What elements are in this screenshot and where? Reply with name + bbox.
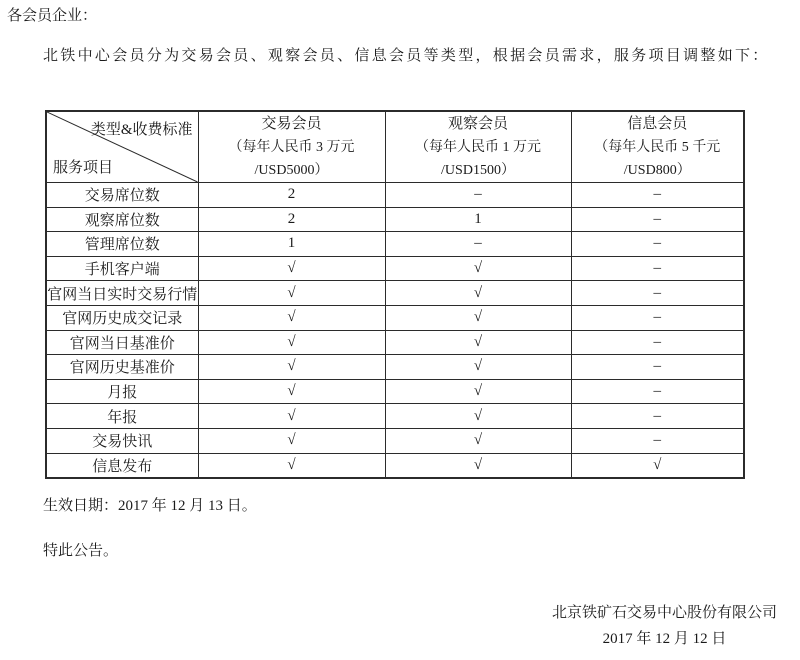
value-cell: √ xyxy=(198,428,385,453)
effective-date-line: 生效日期：2017 年 12 月 13 日。 xyxy=(43,498,257,514)
service-name-cell: 交易席位数 xyxy=(46,183,198,208)
column-header-observer-member xyxy=(385,111,571,183)
table-row xyxy=(46,355,744,380)
value-cell: – xyxy=(571,207,744,232)
value-cell: – xyxy=(571,281,744,306)
signature-block xyxy=(552,605,777,648)
member-fee-cny: （每年人民币 5 千元 xyxy=(594,139,721,155)
table-row xyxy=(46,453,744,478)
value-cell: √ xyxy=(385,355,571,380)
service-name-cell: 官网历史成交记录 xyxy=(46,305,198,330)
value-cell: – xyxy=(571,355,744,380)
value-cell: – xyxy=(571,404,744,429)
table-row xyxy=(46,232,744,257)
value-cell: √ xyxy=(198,256,385,281)
value-cell: √ xyxy=(198,281,385,306)
value-cell: √ xyxy=(385,404,571,429)
membership-service-table xyxy=(45,110,745,479)
table-row xyxy=(46,379,744,404)
value-cell: √ xyxy=(198,355,385,380)
member-fee-cny: （每年人民币 1 万元 xyxy=(415,139,541,155)
member-fee-usd: /USD5000） xyxy=(254,162,329,178)
value-cell: √ xyxy=(571,453,744,478)
value-cell: 2 xyxy=(198,183,385,208)
member-type-name: 交易会员 xyxy=(261,115,322,132)
value-cell: √ xyxy=(385,305,571,330)
column-header-trading-member xyxy=(198,111,385,183)
value-cell: – xyxy=(385,183,571,208)
member-type-name: 观察会员 xyxy=(447,115,508,132)
value-cell: √ xyxy=(198,379,385,404)
closing-line: 特此公告。 xyxy=(43,543,119,559)
table-row xyxy=(46,428,744,453)
member-type-name: 信息会员 xyxy=(627,115,688,132)
value-cell: √ xyxy=(385,281,571,306)
value-cell: √ xyxy=(385,379,571,404)
service-name-cell: 年报 xyxy=(46,404,198,429)
corner-label-type-fee: 类型&收费标准 xyxy=(90,122,193,138)
service-name-cell: 信息发布 xyxy=(46,453,198,478)
salutation-line: 各会员企业： xyxy=(7,8,98,24)
member-fee-cny: （每年人民币 3 万元 xyxy=(228,139,355,155)
value-cell: √ xyxy=(385,256,571,281)
corner-header-cell xyxy=(46,111,198,183)
intro-paragraph: 北铁中心会员分为交易会员、观察会员、信息会员等类型，根据会员需求，服务项目调整如下： xyxy=(43,48,770,64)
table-row xyxy=(46,183,744,208)
value-cell: – xyxy=(571,379,744,404)
value-cell: – xyxy=(571,256,744,281)
service-name-cell: 官网当日基准价 xyxy=(46,330,198,355)
table-header-row xyxy=(46,111,744,183)
table-row xyxy=(46,305,744,330)
table-row xyxy=(46,281,744,306)
service-name-cell: 月报 xyxy=(46,379,198,404)
value-cell: √ xyxy=(385,330,571,355)
value-cell: – xyxy=(571,232,744,257)
value-cell: √ xyxy=(385,453,571,478)
value-cell: – xyxy=(385,232,571,257)
service-name-cell: 管理席位数 xyxy=(46,232,198,257)
service-name-cell: 交易快讯 xyxy=(46,428,198,453)
value-cell: √ xyxy=(198,305,385,330)
table-row xyxy=(46,207,744,232)
table-row xyxy=(46,256,744,281)
column-header-info-member xyxy=(571,111,744,183)
member-fee-usd: /USD800） xyxy=(623,162,691,178)
value-cell: 2 xyxy=(198,207,385,232)
service-name-cell: 官网历史基准价 xyxy=(46,355,198,380)
value-cell: √ xyxy=(198,453,385,478)
service-name-cell: 观察席位数 xyxy=(46,207,198,232)
value-cell: – xyxy=(571,183,744,208)
service-name-cell: 手机客户端 xyxy=(46,256,198,281)
value-cell: √ xyxy=(198,404,385,429)
value-cell: – xyxy=(571,428,744,453)
signature-company-name: 北京铁矿石交易中心股份有限公司 xyxy=(551,605,777,621)
member-fee-usd: /USD1500） xyxy=(441,162,515,178)
service-name-cell: 官网当日实时交易行情 xyxy=(46,281,198,306)
value-cell: – xyxy=(571,305,744,330)
value-cell: 1 xyxy=(198,232,385,257)
signature-date: 2017 年 12 月 12 日 xyxy=(602,631,727,647)
value-cell: 1 xyxy=(385,207,571,232)
corner-label-service: 服务项目 xyxy=(53,160,114,176)
value-cell: √ xyxy=(198,330,385,355)
value-cell: – xyxy=(571,330,744,355)
value-cell: √ xyxy=(385,428,571,453)
table-row xyxy=(46,404,744,429)
table-row xyxy=(46,330,744,355)
